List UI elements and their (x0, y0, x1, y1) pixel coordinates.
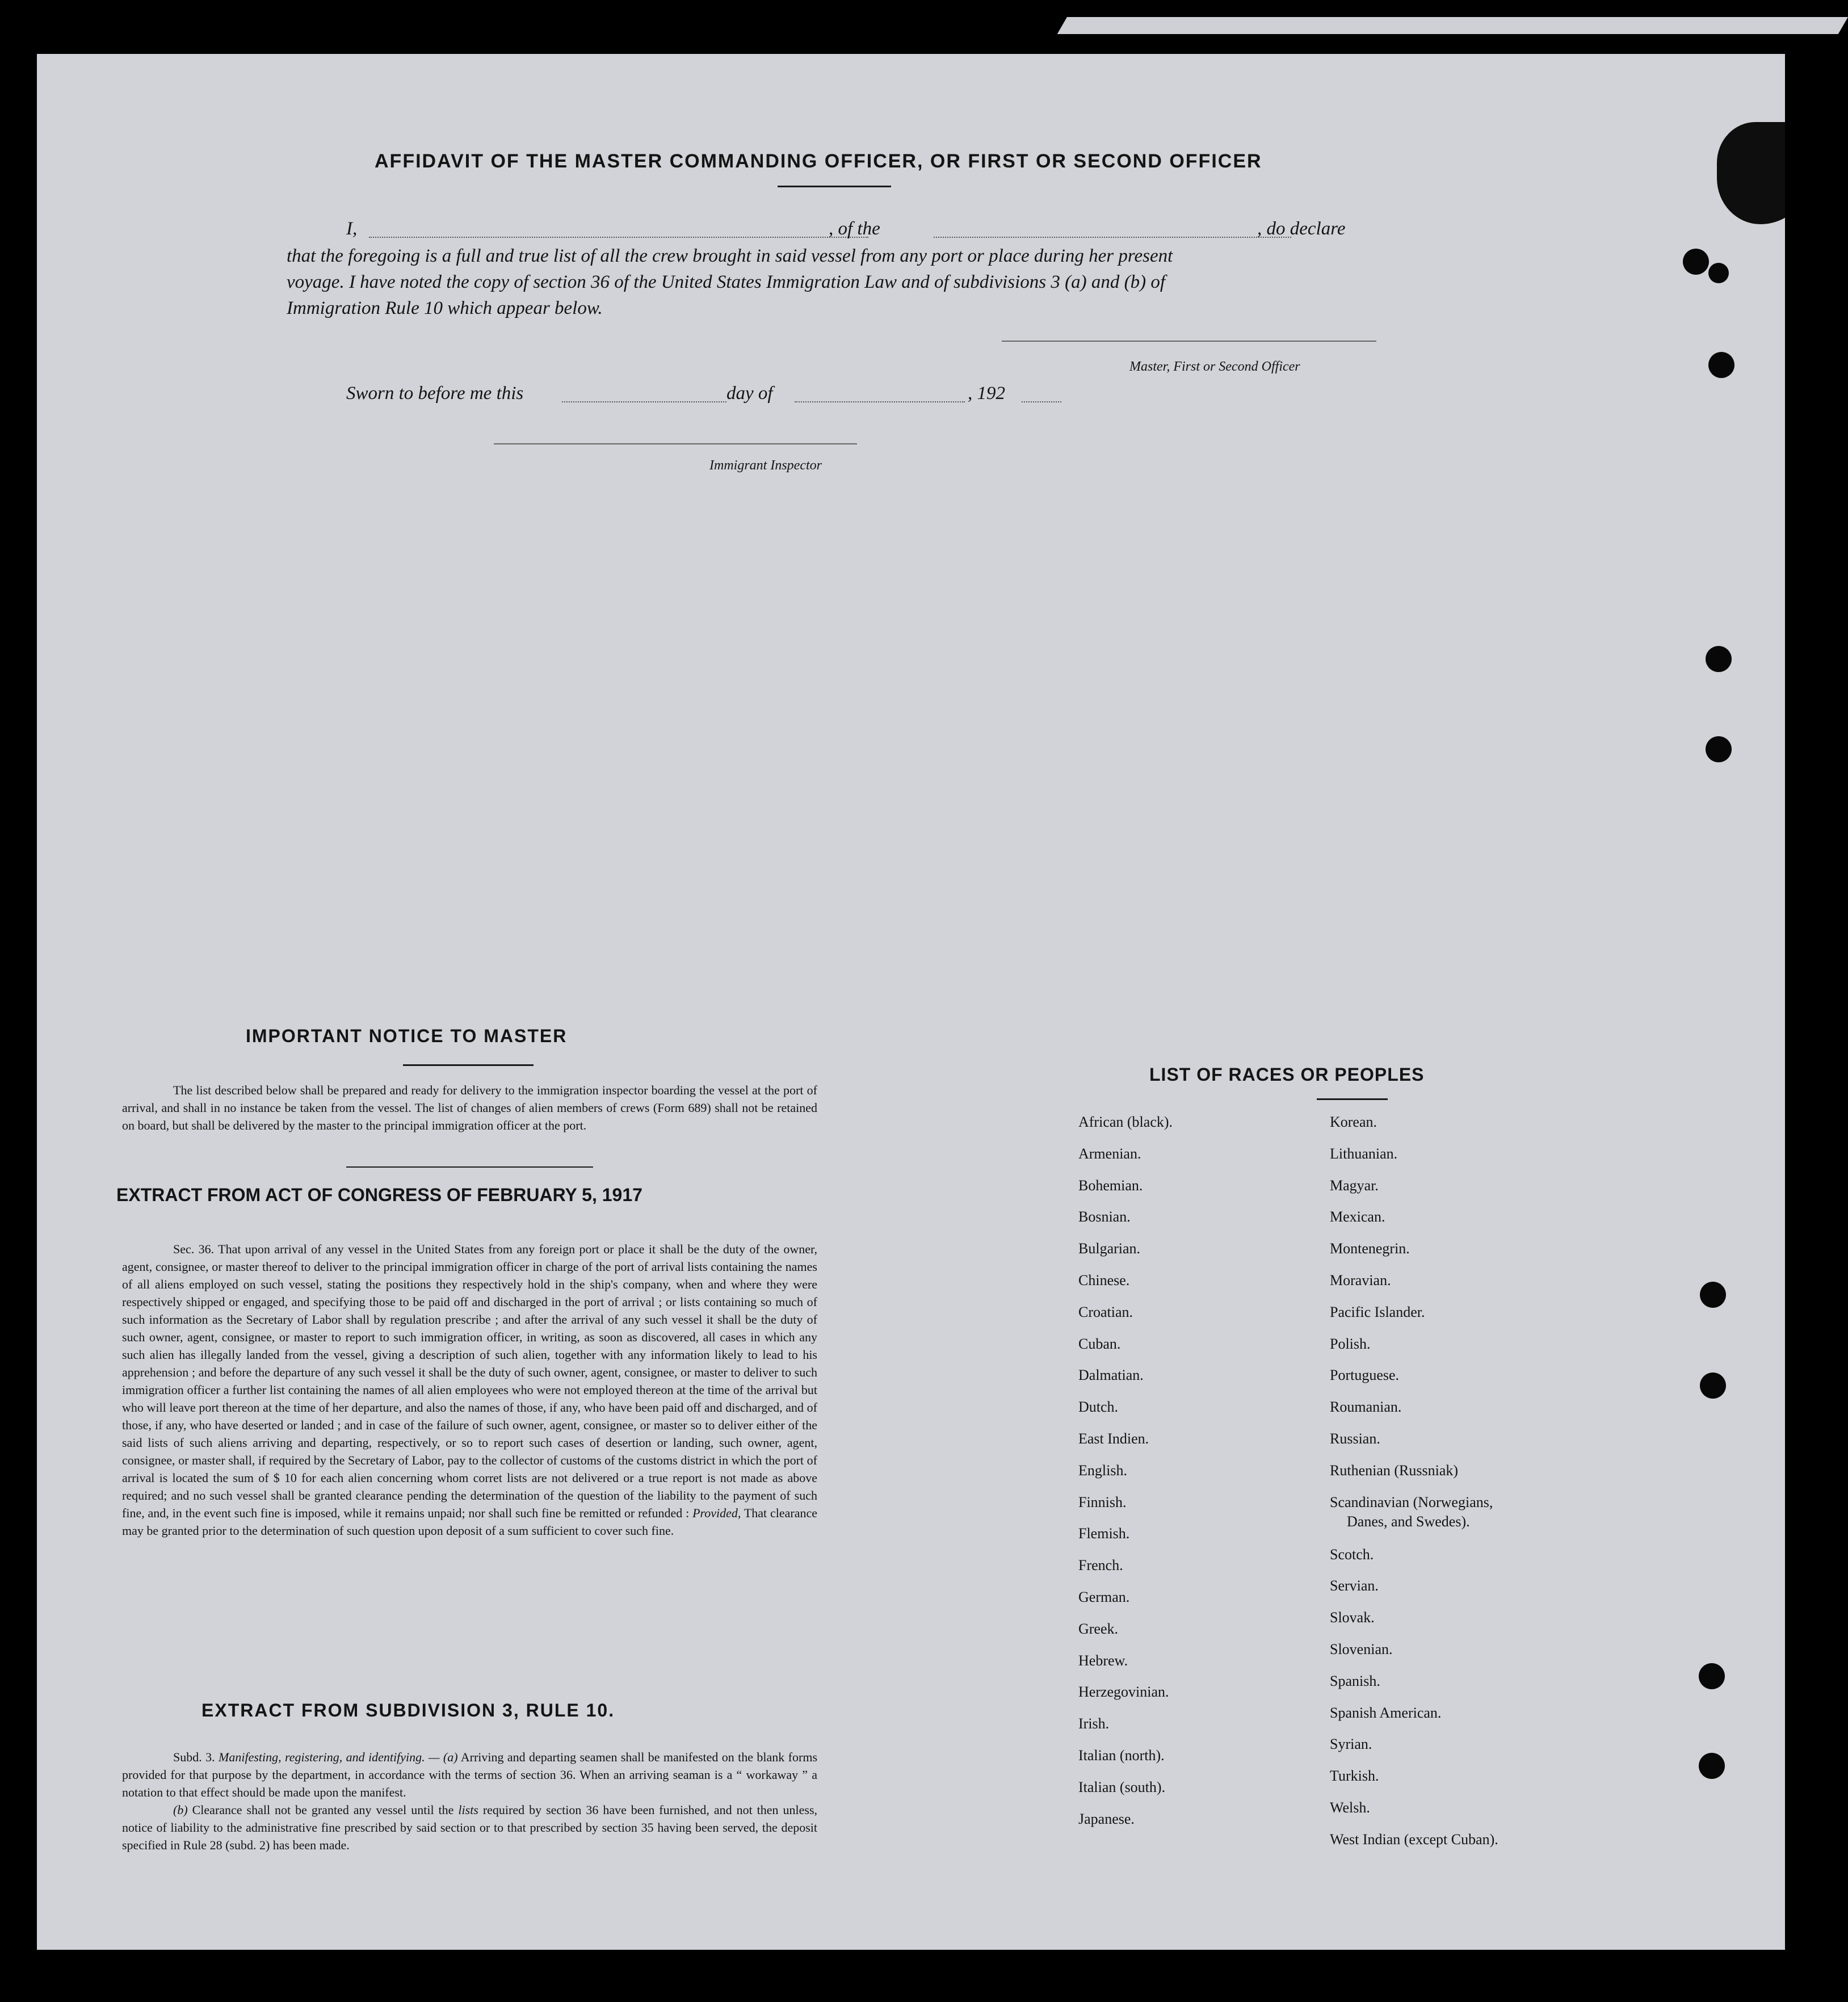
sworn-day-blank[interactable] (562, 401, 726, 402)
notice-title: IMPORTANT NOTICE TO MASTER (246, 1026, 568, 1046)
master-signature-line[interactable] (1002, 341, 1376, 342)
race-item: Montenegrin. (1330, 1240, 1410, 1257)
race-item: Syrian. (1330, 1736, 1372, 1753)
b-text-1: Clearance shall not be granted any vessel until the (192, 1803, 454, 1817)
race-item: Herzegovinian. (1078, 1684, 1169, 1701)
race-item: Slovak. (1330, 1609, 1375, 1626)
race-item: Irish. (1078, 1715, 1110, 1732)
race-item: Bosnian. (1078, 1208, 1131, 1225)
race-item: German. (1078, 1588, 1130, 1605)
race-item: Dalmatian. (1078, 1367, 1144, 1384)
race-item: Scotch. (1330, 1546, 1374, 1563)
subd-text: Arriving and departing seamen shall be manifested on the blank forms provided for that purpose by the department, in accordance with the terms of section 36. When an arriving seaman is a “ workaway ” a notation to that effect should be made upon the manifest. (122, 1750, 818, 1799)
affidavit-i: I, (346, 219, 358, 239)
notice-text: The list described below shall be prepared and ready for delivery to the immigration inspector boarding the vessel at the port of arrival, and shall in no instance be taken from the vessel. The list of changes of alien members of crews (Form 689) shall not be retained on board, but shall be delivered by the master to the principal immigration officer at the port. (122, 1083, 817, 1132)
race-item: Magyar. (1330, 1177, 1379, 1194)
race-item: Moravian. (1330, 1271, 1391, 1289)
document-sheet (37, 54, 1785, 1950)
b-text-2: required by section 36 have been furnished, and not then unless, notice of liability to the administrative fine prescribed by said section or to that prescribed by section 35 having been served, the deposit specified in Rule 28 (subd. 2) has been made. (122, 1803, 818, 1852)
affidavit-title: AFFIDAVIT OF THE MASTER COMMANDING OFFICER, OR FIRST OR SECOND OFFICER (375, 150, 1262, 172)
race-item: Dutch. (1078, 1399, 1119, 1416)
rule-title: EXTRACT FROM SUBDIVISION 3, RULE 10. (201, 1700, 615, 1720)
year-blank[interactable] (1022, 401, 1061, 402)
race-item: Roumanian. (1330, 1399, 1402, 1416)
notice-underline (403, 1064, 534, 1066)
races-title: LIST OF RACES OR PEOPLES (1149, 1064, 1425, 1085)
race-item: Spanish American. (1330, 1704, 1442, 1721)
notice-divider (346, 1166, 593, 1168)
sworn-month-blank[interactable] (795, 401, 965, 402)
punch-hole (1706, 646, 1732, 672)
inspector-label: Immigrant Inspector (709, 458, 822, 473)
folded-edge (1057, 17, 1848, 34)
race-item: Bulgarian. (1078, 1240, 1141, 1257)
name-blank[interactable] (369, 237, 868, 238)
punch-hole (1699, 1753, 1725, 1779)
title-underline (778, 186, 891, 187)
sworn-text: Sworn to before me this (346, 383, 524, 404)
race-item: Hebrew. (1078, 1652, 1128, 1669)
race-item: Ruthenian (Russniak) (1330, 1462, 1459, 1479)
race-item: English. (1078, 1462, 1127, 1479)
punch-hole (1700, 1373, 1726, 1399)
act-body-end: That clearance may be granted prior to the determination of such question upon deposit of a sum sufficient to cover such fine. (122, 1506, 818, 1538)
race-item: Italian (south). (1078, 1778, 1166, 1795)
race-item: Greek. (1078, 1620, 1119, 1637)
race-item: Portuguese. (1330, 1367, 1400, 1384)
race-item: Italian (north). (1078, 1747, 1165, 1764)
race-item: Polish. (1330, 1335, 1371, 1352)
race-item: East Indien. (1078, 1430, 1149, 1447)
punch-hole (1708, 352, 1734, 378)
rule-text (122, 1748, 817, 1854)
affidavit-declare: , do declare (1257, 219, 1346, 239)
affidavit-line-3: voyage. I have noted the copy of section 36 of the United States Immigration Law and of subdivisions 3 (a) and (b) of (287, 272, 1166, 292)
race-item: Spanish. (1330, 1672, 1380, 1689)
race-item: Armenian. (1078, 1145, 1141, 1162)
race-item: Turkish. (1330, 1768, 1379, 1785)
act-text (122, 1240, 817, 1539)
punch-hole (1700, 1282, 1726, 1308)
race-item: Lithuanian. (1330, 1145, 1398, 1162)
race-item: Mexican. (1330, 1208, 1385, 1225)
race-item: Russian. (1330, 1430, 1380, 1447)
affidavit-of-the: , of the (829, 219, 880, 239)
b-label: (b) (173, 1803, 188, 1817)
race-item: Cuban. (1078, 1335, 1121, 1352)
race-item: Croatian. (1078, 1303, 1133, 1320)
race-item: Servian. (1330, 1577, 1379, 1594)
race-item: Pacific Islander. (1330, 1303, 1425, 1320)
race-item: Chinese. (1078, 1271, 1130, 1289)
race-item: Flemish. (1078, 1525, 1130, 1542)
race-item: Welsh. (1330, 1799, 1370, 1816)
year-text: , 192 (968, 383, 1005, 404)
punch-hole (1683, 249, 1709, 275)
affidavit-line-4: Immigration Rule 10 which appear below. (287, 298, 603, 318)
torn-corner (1717, 122, 1785, 224)
act-body: Sec. 36. That upon arrival of any vessel in the United States from any foreign port or place it shall be the duty of the owner, agent, consignee, or master thereof to deliver to the principal immigration officer in charge of the port of arrival lists containing the names of all aliens employed on such vessel, stating the positions they respectively hold in the ship's company, when and where they were respectively shipped or engaged, and specifying those to be paid off and discharged in the port of arrival ; or lists containing so much of such information as the Secretary of Labor shall by regulation prescribe ; and after the arrival of any such vessel it shall be the duty of such owner, agent, consignee, or master to report to such immigration officer, in writing, as soon as discovered, all cases in which any such alien has illegally landed from the vessel, giving a description of such alien, together with any information likely to lead to his apprehension ; and before the departure of any such vessel it shall be the duty of such owner, agent, consignee, or master to deliver to such immigration officer a further list containing the names of all alien employees who were not employed thereon at the time of the arrival but who will leave port thereon at the time of her departure, and also the names of those, if any, who have been paid off and discharged, and of those, if any, who have deserted or landed ; and in case of the failure of such owner, agent, consignee, or master so to deliver either of the said lists of such aliens arriving and departing, respectively, or so to report such cases of desertion or landing, such owner, agent, consignee, or master shall, if required by the Secretary of Labor, pay to the collector of customs of the customs district in which the port of arrival is located the sum of $ 10 for each alien concerning whom corret lists are not delivered or a true report is not made as above required; and no such vessel shall be granted clearance pending the determination of the question of the liability to the payment of such fine, and, in the event such fine is imposed, while it remains unpaid; nor shall such fine be remitted or refunded : (122, 1242, 817, 1520)
races-column-1 (1078, 1113, 1173, 1841)
race-item: Korean. (1330, 1114, 1377, 1130)
race-item: African (black). (1078, 1114, 1173, 1130)
race-item: French. (1078, 1557, 1123, 1574)
day-of-text: day of (726, 383, 773, 404)
race-item: Japanese. (1078, 1810, 1135, 1827)
subd-heading: Manifesting, registering, and identifying. — (a) (219, 1750, 458, 1764)
races-underline (1317, 1098, 1388, 1100)
affidavit-line-2: that the foregoing is a full and true list of all the crew brought in said vessel from any port or place during her present (287, 246, 1173, 266)
punch-hole (1708, 263, 1729, 283)
punch-hole (1699, 1663, 1725, 1689)
vessel-blank[interactable] (934, 237, 1291, 238)
b-lists: lists (458, 1803, 478, 1817)
race-scandinavian: Scandinavian (Norwegians, Danes, and Swedes). (1330, 1493, 1493, 1530)
inspector-signature-line[interactable] (494, 443, 857, 444)
race-item: West Indian (except Cuban). (1330, 1831, 1498, 1848)
race-item: Finnish. (1078, 1493, 1127, 1510)
act-title: EXTRACT FROM ACT OF CONGRESS OF FEBRUARY 5, 1917 (116, 1185, 642, 1205)
punch-hole (1706, 736, 1732, 762)
races-column-2 (1330, 1113, 1498, 1862)
race-item: Bohemian. (1078, 1177, 1143, 1194)
act-provided: Provided, (692, 1506, 741, 1520)
race-item: Slovenian. (1330, 1640, 1393, 1657)
subd-label: Subd. 3. (173, 1750, 215, 1764)
master-label: Master, First or Second Officer (1129, 359, 1300, 374)
